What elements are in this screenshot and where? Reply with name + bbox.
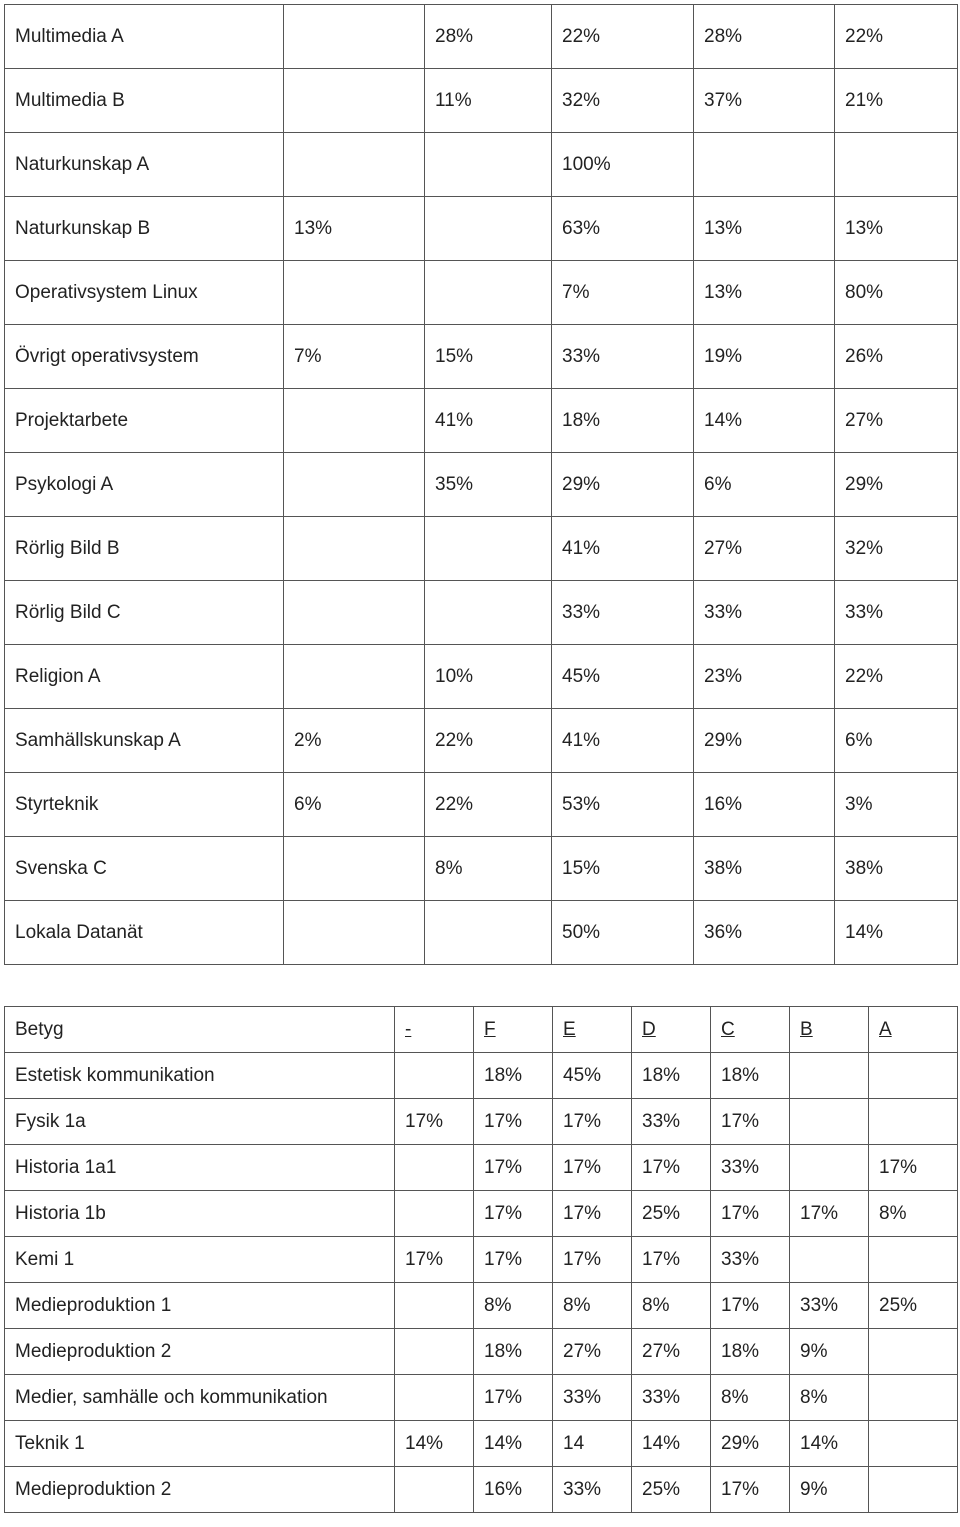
value-cell — [284, 581, 425, 645]
value-cell: 18% — [711, 1053, 790, 1099]
table-row — [5, 517, 958, 581]
value-cell: E — [553, 1007, 632, 1053]
row-label-cell: Operativsystem Linux — [5, 261, 284, 325]
value-cell: 37% — [694, 69, 835, 133]
row-label-cell: Medier, samhälle och kommunikation — [5, 1375, 395, 1421]
value-cell — [284, 453, 425, 517]
row-label-cell: Multimedia A — [5, 5, 284, 69]
value-cell — [869, 1053, 958, 1099]
value-cell: 80% — [835, 261, 958, 325]
value-cell: 29% — [711, 1421, 790, 1467]
value-cell: 7% — [284, 325, 425, 389]
value-cell: 33% — [632, 1375, 711, 1421]
value-cell: 17% — [711, 1467, 790, 1513]
header-row — [5, 1007, 958, 1053]
value-cell: 41% — [552, 517, 694, 581]
row-label-cell: Styrteknik — [5, 773, 284, 837]
table-row — [5, 1053, 958, 1099]
value-cell — [790, 1145, 869, 1191]
table-row — [5, 5, 958, 69]
value-cell: 17% — [395, 1237, 474, 1283]
table-row — [5, 1099, 958, 1145]
value-cell: 14% — [790, 1421, 869, 1467]
value-cell — [425, 517, 552, 581]
grade-distribution-table-2 — [4, 1006, 958, 1513]
value-cell — [790, 1099, 869, 1145]
value-cell — [869, 1237, 958, 1283]
row-label-cell: Svenska C — [5, 837, 284, 901]
row-label-cell: Psykologi A — [5, 453, 284, 517]
value-cell: 100% — [552, 133, 694, 197]
value-cell — [284, 133, 425, 197]
table-row — [5, 773, 958, 837]
value-cell: A — [869, 1007, 958, 1053]
value-cell: 17% — [474, 1375, 553, 1421]
value-cell: 17% — [474, 1099, 553, 1145]
value-cell: 22% — [425, 773, 552, 837]
value-cell — [869, 1421, 958, 1467]
value-cell — [425, 261, 552, 325]
value-cell: 14% — [474, 1421, 553, 1467]
row-label-cell: Rörlig Bild B — [5, 517, 284, 581]
value-cell: 33% — [711, 1145, 790, 1191]
value-cell: 18% — [552, 389, 694, 453]
value-cell: 35% — [425, 453, 552, 517]
value-cell — [284, 69, 425, 133]
value-cell: 17% — [474, 1191, 553, 1237]
value-cell: 41% — [425, 389, 552, 453]
value-cell: 33% — [711, 1237, 790, 1283]
value-cell — [425, 197, 552, 261]
value-cell: 15% — [425, 325, 552, 389]
value-cell: F — [474, 1007, 553, 1053]
value-cell: B — [790, 1007, 869, 1053]
value-cell: 33% — [552, 581, 694, 645]
value-cell: 38% — [835, 837, 958, 901]
value-cell: 22% — [835, 5, 958, 69]
value-cell: 18% — [632, 1053, 711, 1099]
value-cell — [869, 1375, 958, 1421]
value-cell: 27% — [835, 389, 958, 453]
value-cell: 16% — [694, 773, 835, 837]
value-cell: 18% — [474, 1329, 553, 1375]
value-cell: 17% — [711, 1099, 790, 1145]
table-row — [5, 581, 958, 645]
value-cell — [790, 1237, 869, 1283]
row-label-cell: Historia 1b — [5, 1191, 395, 1237]
value-cell: 13% — [835, 197, 958, 261]
value-cell: 29% — [552, 453, 694, 517]
value-cell: 14% — [632, 1421, 711, 1467]
row-label-cell: Historia 1a1 — [5, 1145, 395, 1191]
value-cell: 17% — [711, 1283, 790, 1329]
value-cell: 8% — [632, 1283, 711, 1329]
grade-distribution-table-1 — [4, 4, 958, 965]
value-cell: 28% — [694, 5, 835, 69]
value-cell — [284, 517, 425, 581]
value-cell: 8% — [425, 837, 552, 901]
row-label-cell: Betyg — [5, 1007, 395, 1053]
value-cell: 13% — [694, 261, 835, 325]
value-cell: 17% — [553, 1237, 632, 1283]
value-cell: 22% — [425, 709, 552, 773]
value-cell: 17% — [474, 1145, 553, 1191]
value-cell: 17% — [790, 1191, 869, 1237]
value-cell: 14% — [694, 389, 835, 453]
row-label-cell: Övrigt operativsystem — [5, 325, 284, 389]
value-cell: 2% — [284, 709, 425, 773]
value-cell: 29% — [694, 709, 835, 773]
value-cell: 17% — [395, 1099, 474, 1145]
value-cell: 41% — [552, 709, 694, 773]
value-cell: 8% — [711, 1375, 790, 1421]
value-cell: 14% — [835, 901, 958, 965]
value-cell — [869, 1467, 958, 1513]
row-label-cell: Estetisk kommunikation — [5, 1053, 395, 1099]
value-cell — [284, 389, 425, 453]
value-cell: 33% — [552, 325, 694, 389]
table-row — [5, 709, 958, 773]
value-cell — [284, 5, 425, 69]
row-label-cell: Samhällskunskap A — [5, 709, 284, 773]
value-cell: 10% — [425, 645, 552, 709]
row-label-cell: Medieproduktion 1 — [5, 1283, 395, 1329]
value-cell: 17% — [553, 1099, 632, 1145]
table-row — [5, 453, 958, 517]
value-cell: 18% — [474, 1053, 553, 1099]
value-cell — [395, 1053, 474, 1099]
value-cell: 6% — [284, 773, 425, 837]
value-cell: 8% — [553, 1283, 632, 1329]
value-cell: - — [395, 1007, 474, 1053]
row-label-cell: Lokala Datanät — [5, 901, 284, 965]
value-cell — [790, 1053, 869, 1099]
value-cell: 17% — [553, 1191, 632, 1237]
row-label-cell: Teknik 1 — [5, 1421, 395, 1467]
table-row — [5, 1467, 958, 1513]
value-cell: 33% — [553, 1467, 632, 1513]
value-cell: 9% — [790, 1329, 869, 1375]
value-cell: 17% — [711, 1191, 790, 1237]
value-cell: 16% — [474, 1467, 553, 1513]
value-cell: 9% — [790, 1467, 869, 1513]
row-label-cell: Projektarbete — [5, 389, 284, 453]
value-cell — [395, 1191, 474, 1237]
value-cell — [694, 133, 835, 197]
value-cell — [425, 133, 552, 197]
value-cell: 14% — [395, 1421, 474, 1467]
value-cell: 32% — [552, 69, 694, 133]
value-cell: 21% — [835, 69, 958, 133]
table-row — [5, 1145, 958, 1191]
table-row — [5, 69, 958, 133]
value-cell: 8% — [474, 1283, 553, 1329]
table-row — [5, 325, 958, 389]
value-cell: 33% — [553, 1375, 632, 1421]
value-cell — [395, 1467, 474, 1513]
value-cell: C — [711, 1007, 790, 1053]
value-cell: 17% — [632, 1237, 711, 1283]
value-cell: 45% — [553, 1053, 632, 1099]
table-row — [5, 389, 958, 453]
value-cell: 25% — [632, 1191, 711, 1237]
row-label-cell: Naturkunskap B — [5, 197, 284, 261]
value-cell: 50% — [552, 901, 694, 965]
value-cell: 63% — [552, 197, 694, 261]
value-cell: 32% — [835, 517, 958, 581]
value-cell: 15% — [552, 837, 694, 901]
table-row — [5, 1329, 958, 1375]
value-cell: 33% — [835, 581, 958, 645]
value-cell: 33% — [632, 1099, 711, 1145]
value-cell — [284, 645, 425, 709]
row-label-cell: Kemi 1 — [5, 1237, 395, 1283]
table-row — [5, 1191, 958, 1237]
value-cell — [425, 901, 552, 965]
value-cell: 17% — [869, 1145, 958, 1191]
value-cell — [835, 133, 958, 197]
table-row — [5, 901, 958, 965]
value-cell: 8% — [869, 1191, 958, 1237]
value-cell: 27% — [694, 517, 835, 581]
value-cell — [395, 1283, 474, 1329]
value-cell: 8% — [790, 1375, 869, 1421]
value-cell: 25% — [869, 1283, 958, 1329]
value-cell: 53% — [552, 773, 694, 837]
value-cell: 45% — [552, 645, 694, 709]
value-cell: 22% — [552, 5, 694, 69]
value-cell: 17% — [474, 1237, 553, 1283]
table-row — [5, 645, 958, 709]
value-cell — [395, 1329, 474, 1375]
value-cell: D — [632, 1007, 711, 1053]
value-cell — [284, 901, 425, 965]
row-label-cell: Naturkunskap A — [5, 133, 284, 197]
row-label-cell: Medieproduktion 2 — [5, 1467, 395, 1513]
row-label-cell: Religion A — [5, 645, 284, 709]
table-row — [5, 1237, 958, 1283]
value-cell: 13% — [284, 197, 425, 261]
table-row — [5, 837, 958, 901]
row-label-cell: Fysik 1a — [5, 1099, 395, 1145]
table-row — [5, 1421, 958, 1467]
value-cell: 33% — [790, 1283, 869, 1329]
value-cell: 22% — [835, 645, 958, 709]
table-row — [5, 1283, 958, 1329]
value-cell — [284, 837, 425, 901]
table-row — [5, 261, 958, 325]
row-label-cell: Medieproduktion 2 — [5, 1329, 395, 1375]
value-cell: 28% — [425, 5, 552, 69]
value-cell — [869, 1329, 958, 1375]
value-cell: 23% — [694, 645, 835, 709]
value-cell — [395, 1145, 474, 1191]
value-cell: 13% — [694, 197, 835, 261]
value-cell: 27% — [632, 1329, 711, 1375]
value-cell: 18% — [711, 1329, 790, 1375]
value-cell: 17% — [632, 1145, 711, 1191]
row-label-cell: Multimedia B — [5, 69, 284, 133]
value-cell: 14 — [553, 1421, 632, 1467]
value-cell: 3% — [835, 773, 958, 837]
value-cell: 29% — [835, 453, 958, 517]
table-row — [5, 197, 958, 261]
value-cell: 25% — [632, 1467, 711, 1513]
value-cell: 33% — [694, 581, 835, 645]
value-cell — [869, 1099, 958, 1145]
value-cell: 19% — [694, 325, 835, 389]
table-row — [5, 133, 958, 197]
value-cell: 38% — [694, 837, 835, 901]
value-cell — [284, 261, 425, 325]
value-cell: 36% — [694, 901, 835, 965]
value-cell — [425, 581, 552, 645]
value-cell — [395, 1375, 474, 1421]
value-cell: 6% — [694, 453, 835, 517]
row-label-cell: Rörlig Bild C — [5, 581, 284, 645]
value-cell: 26% — [835, 325, 958, 389]
table-row — [5, 1375, 958, 1421]
value-cell: 6% — [835, 709, 958, 773]
value-cell: 17% — [553, 1145, 632, 1191]
value-cell: 11% — [425, 69, 552, 133]
value-cell: 27% — [553, 1329, 632, 1375]
value-cell: 7% — [552, 261, 694, 325]
